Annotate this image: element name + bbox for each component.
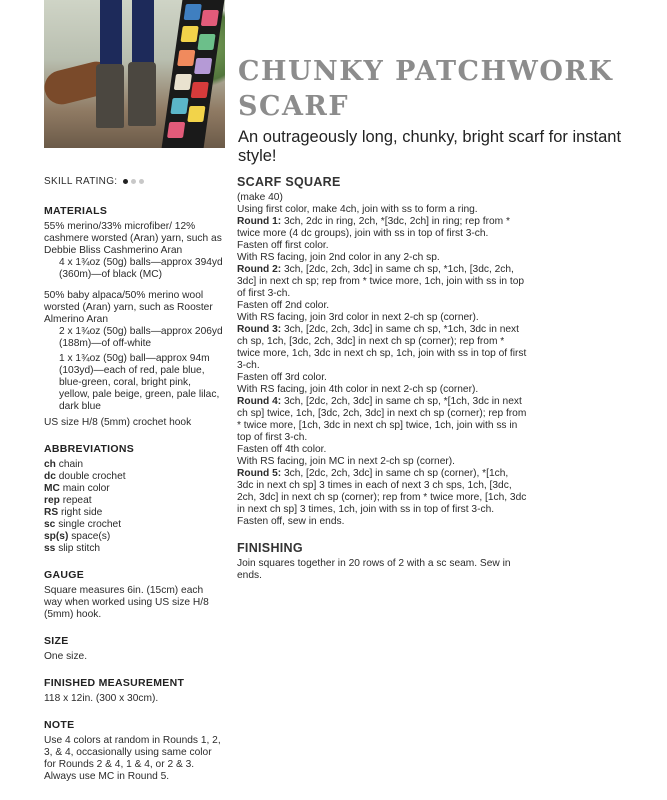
title-line-2: SCARF xyxy=(238,91,350,122)
title-line-1: CHUNKY PATCHWORK xyxy=(238,56,614,87)
abbreviation-item: dc double crochet xyxy=(44,471,126,482)
finishing-text: Join squares together in 20 rows of 2 with a sc seam. Sew in ends. xyxy=(237,558,511,581)
abbreviation-item: MC main color xyxy=(44,483,110,494)
abbreviation-item: ch chain xyxy=(44,459,84,470)
round-2-instructions: Round 2: 3ch, [2dc, 2ch, 3dc] in same ch sp, *1ch, [3dc, 2ch, 3dc] in next ch sp; rep from * twice more, 1ch, join with ss in top of first 3-ch. xyxy=(237,264,525,299)
abbreviation-item: ss slip stitch xyxy=(44,543,101,554)
round-3-join: With RS facing, join 4th color in next 2-ch sp (corner). xyxy=(237,384,479,395)
round-3-instructions: Round 3: 3ch, [2dc, 2ch, 3dc] in same ch sp, *1ch, 3dc in next ch sp, 1ch, [3dc, 2ch, 3dc] in next ch sp (corner); rep from * twice more, 1ch, 3dc in next ch sp, 1ch, join with ss in top of first 3-ch. xyxy=(237,324,527,371)
materials-yarn-2: 50% baby alpaca/50% merino wool worsted (Aran) yarn, such as Rooster Almerino Aran xyxy=(44,290,213,325)
round-4-instructions: Round 4: 3ch, [2dc, 2ch, 3dc] in same ch sp, *[1ch, 3dc in next ch sp] twice, 1ch, [3dc, 2ch, 3dc] in next ch sp (corner); rep from * twice more, [1ch, 3dc in next ch sp] twice, 1ch, join with ss in top of first 3-ch. xyxy=(237,396,527,443)
abbreviation-item: RS right side xyxy=(44,507,103,518)
size-text: One size. xyxy=(44,651,88,662)
scarf-photo xyxy=(44,0,225,148)
abbreviation-item: sc single crochet xyxy=(44,519,122,530)
abbreviation-item: rep repeat xyxy=(44,495,92,506)
abbreviations-heading: ABBREVIATIONS xyxy=(44,443,135,455)
scarf-square-heading: SCARF SQUARE xyxy=(237,175,341,189)
scarf-square-intro: Using first color, make 4ch, join with ss to form a ring. xyxy=(237,204,478,215)
round-4-fasten-off: Fasten off 4th color. xyxy=(237,444,327,455)
round-1-join: With RS facing, join 2nd color in any 2-ch sp. xyxy=(237,252,440,263)
round-2-join: With RS facing, join 3rd color in next 2-ch sp (corner). xyxy=(237,312,479,323)
round-3-fasten-off: Fasten off 3rd color. xyxy=(237,372,327,383)
materials-yarn-2-quantity-b: 1 x 1¾oz (50g) ball—approx 94m (103yd)—each of red, pale blue, blue-green, coral, bright pink, yellow, pale beige, green, pale lilac, dark blue xyxy=(59,353,220,412)
materials-yarn-1: 55% merino/33% microfiber/ 12% cashmere worsted (Aran) yarn, such as Debbie Bliss Cashmerino Aran xyxy=(44,221,222,256)
gauge-text: Square measures 6in. (15cm) each way when worked using US size H/8 (5mm) hook. xyxy=(44,585,209,620)
round-1-fasten-off: Fasten off first color. xyxy=(237,240,329,251)
materials-hook: US size H/8 (5mm) crochet hook xyxy=(44,417,192,428)
round-1-instructions: Round 1: 3ch, 2dc in ring, 2ch, *[3dc, 2ch] in ring; rep from * twice more (4 dc groups), join with ss in top of first 3-ch. xyxy=(237,216,510,239)
skill-dot-filled xyxy=(123,179,128,184)
skill-rating xyxy=(44,176,224,188)
finished-measurement-heading: FINISHED MEASUREMENT xyxy=(44,677,185,689)
round-5-fasten-off: Fasten off, sew in ends. xyxy=(237,516,345,527)
finishing-heading: FINISHING xyxy=(237,541,303,555)
materials-heading: MATERIALS xyxy=(44,205,108,217)
note-heading: NOTE xyxy=(44,719,75,731)
scarf-square-count: (make 40) xyxy=(237,192,283,203)
note-text: Use 4 colors at random in Rounds 1, 2, 3, & 4, occasionally using same color for Rounds 2 & 4, 1 & 4, or 2 & 3. Always use MC in Round 5. xyxy=(44,735,221,782)
materials-yarn-1-quantity: 4 x 1¾oz (50g) balls—approx 394yd (360m)—of black (MC) xyxy=(59,257,223,280)
materials-yarn-2-quantity-a: 2 x 1¾oz (50g) balls—approx 206yd (188m)—of off-white xyxy=(59,326,223,349)
pattern-subtitle: An outrageously long, chunky, bright scarf for instant style! xyxy=(238,128,622,165)
left-column xyxy=(44,176,224,783)
left-leg xyxy=(100,0,122,70)
right-column xyxy=(237,176,527,582)
left-boot xyxy=(96,64,124,128)
gauge-heading: GAUGE xyxy=(44,569,85,581)
round-2-fasten-off: Fasten off 2nd color. xyxy=(237,300,330,311)
right-leg xyxy=(132,0,154,70)
abbreviations-list xyxy=(44,459,224,555)
skill-dot-empty xyxy=(139,179,144,184)
size-heading: SIZE xyxy=(44,635,69,647)
skill-rating-label: SKILL RATING: xyxy=(44,176,118,187)
abbreviation-item: sp(s) space(s) xyxy=(44,531,111,542)
round-4-join: With RS facing, join MC in next 2-ch sp (corner). xyxy=(237,456,455,467)
pattern-title xyxy=(238,54,648,124)
finished-measurement-text: 118 x 12in. (300 x 30cm). xyxy=(44,693,159,704)
round-5-instructions: Round 5: 3ch, [2dc, 2ch, 3dc] in same ch sp (corner), *[1ch, 3dc in next ch sp] 3 times in each of next 3 ch sps, 1ch, [3dc, 2ch, 3dc] in next ch sp (corner); rep from * twice more, [1ch, 3dc in next ch sp] 3 times, 1ch, join with ss in top of first 3-ch. xyxy=(237,468,527,515)
skill-dot-empty xyxy=(131,179,136,184)
right-boot xyxy=(128,62,156,126)
